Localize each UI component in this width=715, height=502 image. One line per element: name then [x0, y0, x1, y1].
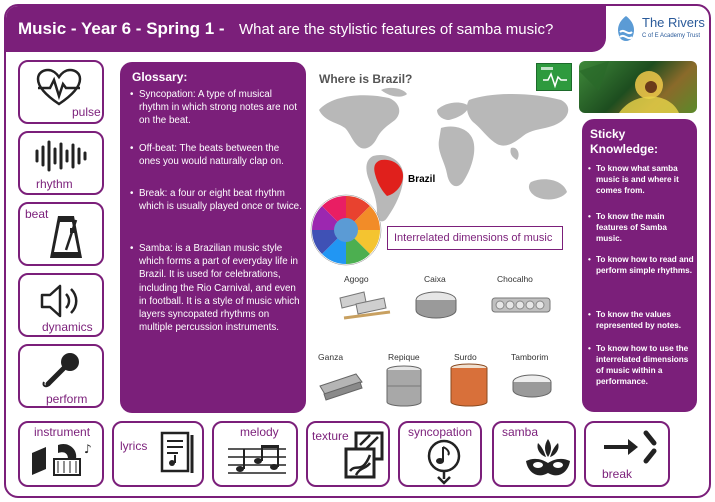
instrument-label: Chocalho: [497, 274, 533, 284]
icon-label: pulse: [72, 105, 101, 119]
metronome-icon: [46, 212, 86, 262]
carnival-mask-icon: [522, 437, 574, 483]
instrument-label: Ganza: [318, 352, 344, 362]
icon-label: syncopation: [408, 425, 473, 439]
knowledge-organiser: [4, 4, 711, 498]
break-arrow-icon: [600, 429, 660, 465]
bottom-card-lyrics: [112, 421, 204, 487]
bottom-card-break: [584, 421, 670, 487]
icon-label: break: [602, 467, 633, 481]
glossary-title: Glossary:: [132, 70, 188, 84]
ganza-image: [316, 368, 366, 404]
page-title: Music - Year 6 - Spring 1 -: [18, 19, 225, 38]
icon-label: samba: [502, 425, 539, 439]
music-notes-icon: [226, 441, 288, 481]
map-title: Where is Brazil?: [319, 72, 413, 86]
glossary-panel: [120, 62, 306, 413]
instrument-label: Caixa: [424, 274, 446, 284]
icon-label: dynamics: [42, 320, 93, 334]
logo-subtitle: C of E Academy Trust: [642, 33, 701, 39]
icon-label: rhythm: [36, 177, 73, 191]
glossary-item: • Samba: is a Brazilian music style which forms a part of everyday life in Brazil. It is used for celebrations, including the Rio Carnival, and even in football. It is a style of music which layers syncopated rhythms on multiple percussion instruments.: [130, 242, 302, 334]
carnival-photo: [579, 61, 697, 113]
bottom-card-samba: [492, 421, 576, 487]
sticky-item: • To know the main features of Samba music.: [588, 211, 694, 244]
tamborim-image: [510, 372, 554, 402]
carnival-dancer-image: [579, 61, 697, 113]
dimensions-wheel: [310, 194, 382, 266]
sticky-title: Sticky Knowledge:: [590, 127, 658, 156]
instrument-label: Tamborim: [511, 352, 549, 362]
sticky-knowledge-panel: [582, 119, 697, 412]
svg-text:♪: ♪: [84, 442, 92, 456]
icon-label: melody: [240, 425, 279, 439]
instrument-label: Agogo: [344, 274, 369, 284]
syncopation-icon: [424, 439, 464, 485]
page-question: What are the stylistic features of samba music?: [239, 21, 554, 38]
sticky-item: • To know what samba music is and where it comes from.: [588, 163, 694, 196]
interrelated-dimensions-box: Interrelated dimensions of music: [387, 226, 563, 250]
brazil-label: Brazil: [408, 174, 436, 185]
glossary-item: • Off-beat: The beats between the ones you would naturally clap on.: [130, 142, 302, 168]
texture-icon: [342, 431, 386, 481]
heartbeat-icon: [34, 68, 84, 108]
bottom-card-syncopation: [398, 421, 482, 487]
icon-label: lyrics: [120, 439, 148, 453]
icon-card-perform: [18, 344, 104, 408]
icon-label: perform: [46, 392, 88, 406]
trust-logo: [614, 14, 709, 48]
bottom-card-texture: [306, 421, 390, 487]
caixa-image: [411, 288, 461, 322]
rivers-logo-icon: [614, 14, 638, 44]
icon-label: beat: [25, 207, 49, 221]
lyrics-sheet-icon: [158, 429, 198, 479]
icon-label: instrument: [34, 425, 91, 439]
icon-card-dynamics: [18, 273, 104, 337]
icon-card-pulse: [18, 60, 104, 124]
agogo-image: [334, 288, 394, 322]
sticky-item: • To know how to use the interrelated dimensions of music within a performance.: [588, 343, 694, 387]
chocalho-image: [488, 290, 554, 320]
sticky-item: • To know the values represented by notes.: [588, 309, 694, 331]
bottom-card-instrument: [18, 421, 104, 487]
icon-card-rhythm: [18, 131, 104, 195]
logo-name: The Rivers: [642, 15, 705, 30]
glossary-item: • Break: a four or eight beat rhythm which is usually played once or twice.: [130, 187, 302, 213]
sticky-item: • To know how to read and perform simple rhythms.: [588, 254, 694, 276]
instrument-label: Surdo: [454, 352, 477, 362]
speaker-icon: [38, 281, 88, 321]
microphone-icon: [40, 350, 84, 390]
surdo-image: [448, 362, 490, 408]
soundwave-icon: [34, 139, 90, 173]
icon-card-beat: [18, 202, 104, 266]
bottom-card-melody: [212, 421, 298, 487]
glossary-item: • Syncopation: A type of musical rhythm in which strong notes are not on the beat.: [130, 88, 302, 128]
instrument-label: Repique: [388, 352, 420, 362]
repique-image: [384, 364, 424, 408]
header-bar: [6, 6, 606, 52]
instruments-icon: [28, 439, 98, 483]
icon-label: texture: [312, 429, 349, 443]
